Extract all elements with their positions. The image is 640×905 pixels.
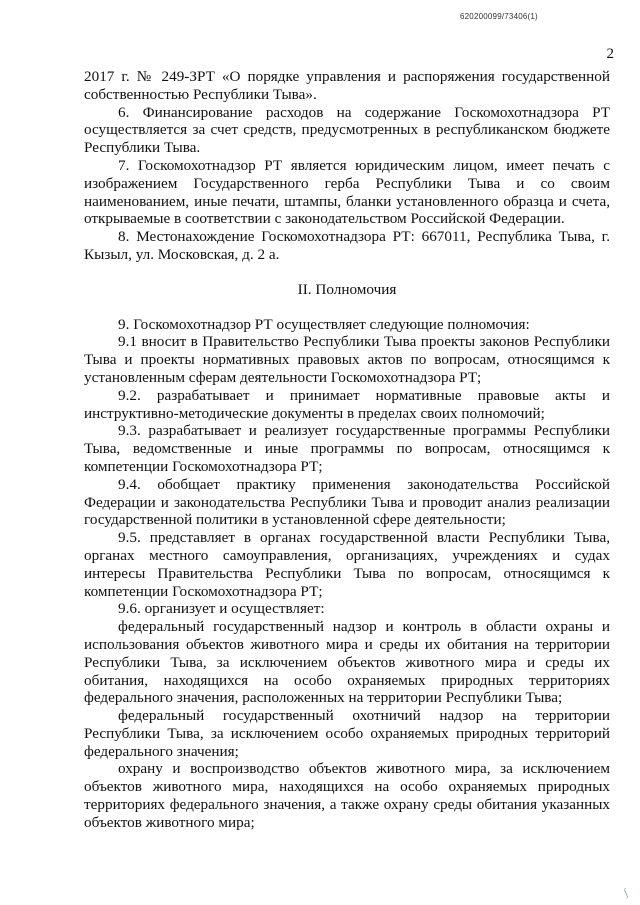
- document-code: 620200099/73406(1): [460, 12, 538, 21]
- paragraph: 9.1 вносит в Правительство Республики Тыва проекты законов Республики Тыва и проекты нормативных правовых актов по вопросам, относящимся к установленным сферам деятельности Госкомохотнадзора РТ;: [84, 333, 610, 386]
- paragraph: 9. Госкомохотнадзор РТ осуществляет следующие полномочия:: [118, 315, 530, 333]
- section-title: II. Полномочия: [297, 280, 397, 298]
- paragraph: 9.6. организует и осуществляет:: [118, 600, 325, 618]
- paragraph: 9.5. представляет в органах государственной власти Республики Тыва, органах местного самоуправления, организациях, учреждениях и судах интересы Правительства Республики Тыва по вопросам, относящимся к компетенции Госкомохотнадзора РТ;: [84, 529, 610, 600]
- paragraph: 9.3. разрабатывает и реализует государственные программы Республики Тыва, ведомственные и иные программы по вопросам, относящимся к компетенции Госкомохотнадзора РТ;: [84, 422, 610, 475]
- paragraph: 9.4. обобщает практику применения законодательства Российской Федерации и законодательства Республики Тыва и проводит анализ реализации государственной политики в установленной сфере деятельности;: [84, 475, 610, 529]
- paragraph: 2017 г. № 249-ЗРТ «О порядке управления и распоряжения государственной собственностью Республики Тыва».: [84, 68, 610, 103]
- paragraph: федеральный государственный охотничий надзор на территории Республики Тыва, за исключением особо охраняемых природных территорий федерального значения;: [84, 707, 610, 760]
- document-body: [84, 68, 610, 832]
- paragraph: 9.2. разрабатывает и принимает нормативные правовые акты и инструктивно-методические документы в пределах своих полномочий;: [84, 386, 610, 422]
- paragraph: охрану и воспроизводство объектов животного мира, за исключением объектов животного мира, находящихся на особо охраняемых природных территориях федерального значения, а также охрану среды обитания указанных объектов животного мира;: [84, 760, 610, 831]
- paragraph: федеральный государственный надзор и контроль в области охраны и использования объектов животного мира и среды их обитания на территории Республики Тыва, за исключением объектов животного мира и среды их обитания, находящихся на особо охраняемых природных территориях федерального значения, расположенных на территории Республики Тыва;: [84, 618, 610, 707]
- scan-mark-icon: ʃ: [621, 886, 631, 900]
- paragraph: 7. Госкомохотнадзор РТ является юридическим лицом, имеет печать с изображением Государственного герба Республики Тыва и со своим наименованием, иные печати, штампы, бланки установленного образца и счета, открываемые в соответствии с законодательством Российской Федерации.: [84, 156, 610, 228]
- page-number: 2: [606, 46, 614, 62]
- paragraph: 8. Местонахождение Госкомохотнадзора РТ: 667011, Республика Тыва, г. Кызыл, ул. Московская, д. 2 а.: [84, 228, 610, 263]
- paragraph: 6. Финансирование расходов на содержание Госкомохотнадзора РТ осуществляется за счет средств, предусмотренных в республиканском бюджете Республики Тыва.: [84, 103, 610, 157]
